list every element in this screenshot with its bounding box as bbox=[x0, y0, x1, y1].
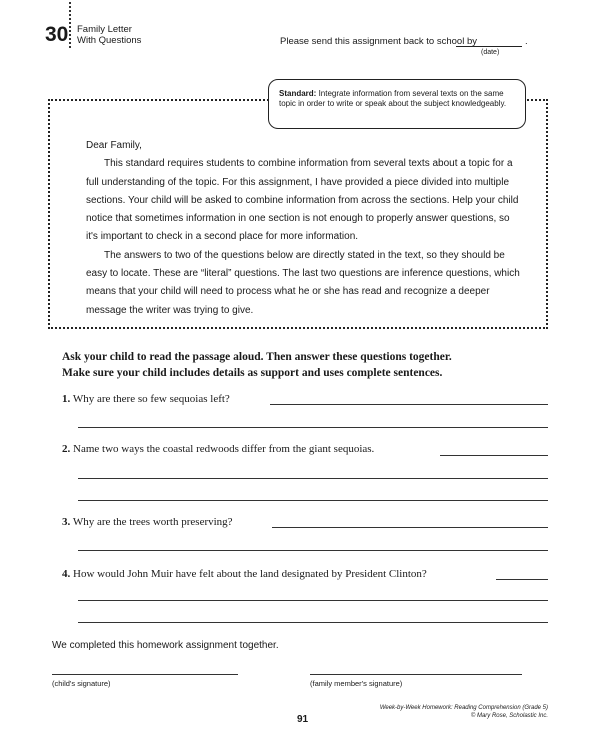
question-number: 1. bbox=[62, 393, 71, 405]
footer-credit-line-2: © Mary Rose, Scholastic Inc. bbox=[470, 713, 548, 719]
question-text: Name two ways the coastal redwoods differ from the giant sequoias. bbox=[73, 443, 375, 455]
worksheet-number: 30 bbox=[45, 23, 69, 46]
footer-credit bbox=[376, 704, 548, 720]
family-signature-label: (family member's signature) bbox=[310, 679, 403, 688]
letter-greeting: Dear Family, bbox=[86, 140, 142, 151]
header-dotted-divider bbox=[69, 2, 71, 48]
date-label: (date) bbox=[481, 49, 500, 56]
child-signature-line[interactable] bbox=[52, 674, 238, 675]
answer-line[interactable] bbox=[78, 500, 548, 501]
standard-text: Integrate information from several texts on the same topic in order to write or speak about the subject knowledgeably. bbox=[279, 89, 507, 108]
instructions bbox=[62, 349, 552, 381]
answer-line[interactable] bbox=[78, 550, 548, 551]
answer-line[interactable] bbox=[270, 404, 548, 405]
child-signature-label: (child's signature) bbox=[52, 679, 111, 688]
answer-line[interactable] bbox=[272, 527, 548, 528]
family-signature-line[interactable] bbox=[310, 674, 522, 675]
family-letter bbox=[86, 137, 522, 320]
letter-paragraph-1: This standard requires students to combine information from several texts about a topic for a full understanding of the topic. For this assignment, I have provided a piece divided into multiple sections. Your child will be asked to combine information from across the sections. Help your child notice that sometimes information in one section is not enough to properly answer questions, so it's important to check in a second place for more information. bbox=[86, 158, 519, 243]
completion-statement: We completed this homework assignment together. bbox=[52, 640, 279, 651]
answer-line[interactable] bbox=[496, 579, 548, 580]
question-number: 3. bbox=[62, 516, 71, 528]
letter-paragraph-2: The answers to two of the questions below are directly stated in the text, so they should be easy to locate. These are “literal” questions. The last two questions are inference questions, which means that your child will need to process what he or she has read and recognize a deeper message the writer was trying to give. bbox=[86, 249, 520, 316]
question-number: 2. bbox=[62, 443, 71, 455]
instructions-line-1: Ask your child to read the passage aloud. Then answer these questions together. bbox=[62, 351, 452, 363]
question-text: Why are the trees worth preserving? bbox=[72, 516, 233, 528]
question-text: Why are there so few sequoias left? bbox=[72, 393, 230, 405]
answer-line[interactable] bbox=[78, 622, 548, 623]
worksheet-type-line1: Family Letter bbox=[77, 24, 132, 35]
answer-line[interactable] bbox=[78, 600, 548, 601]
answer-line[interactable] bbox=[78, 478, 548, 479]
worksheet-type-line2: With Questions bbox=[77, 35, 142, 46]
return-period: . bbox=[525, 36, 528, 47]
question-number: 4. bbox=[62, 568, 71, 580]
question-text: How would John Muir have felt about the land designated by President Clinton? bbox=[73, 568, 427, 580]
date-blank[interactable] bbox=[456, 46, 522, 47]
return-instruction: Please send this assignment back to school by bbox=[280, 36, 477, 47]
footer-page-number: 91 bbox=[297, 714, 309, 725]
question-4 bbox=[62, 568, 427, 580]
footer-credit-line-1: Week-by-Week Homework: Reading Comprehension (Grade 5) bbox=[379, 705, 548, 711]
question-2 bbox=[62, 443, 374, 455]
answer-line[interactable] bbox=[78, 427, 548, 428]
instructions-line-2: Make sure your child includes details as support and uses complete sentences. bbox=[62, 367, 443, 379]
standard-callout bbox=[268, 79, 526, 129]
answer-line[interactable] bbox=[440, 455, 548, 456]
question-3 bbox=[62, 516, 233, 528]
question-1 bbox=[62, 393, 230, 405]
standard-label: Standard: bbox=[279, 89, 317, 98]
